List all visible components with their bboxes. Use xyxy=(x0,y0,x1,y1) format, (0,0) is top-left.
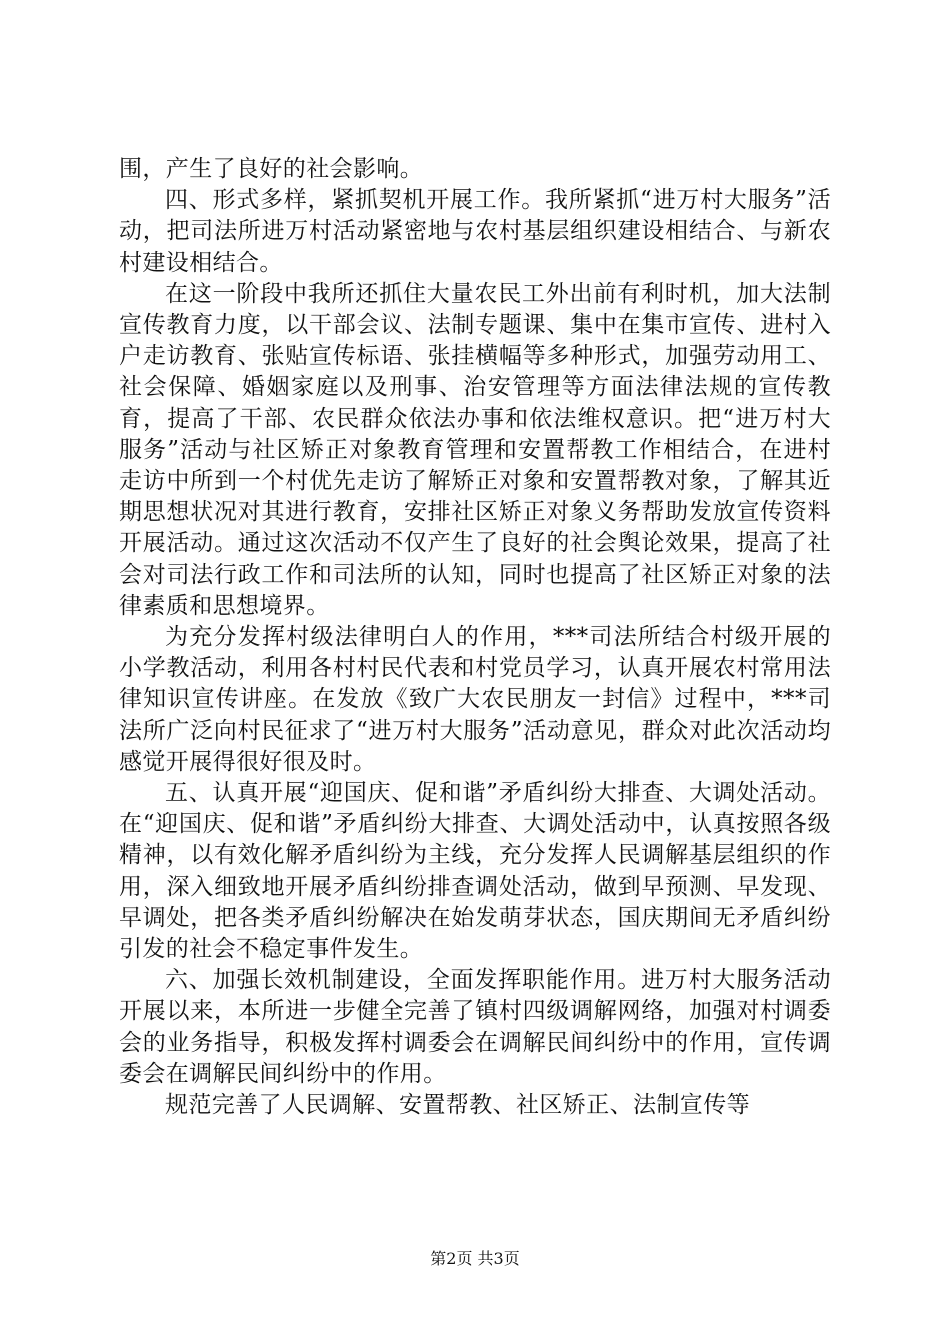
paragraph-section-four: 四、形式多样，紧抓契机开展工作。我所紧抓“进万村大服务”活动，把司法所进万村活动紧密地与农村基层组织建设相结合、与新农村建设相结合。 xyxy=(119,187,831,276)
paragraph-village-legal-lectures: 为充分发挥村级法律明白人的作用，***司法所结合村级开展的小学教活动，利用各村村民代表和村党员学习，认真开展农村常用法律知识宣传讲座。在发放《致广大农民朋友一封信》过程中，***司法所广泛向村民征求了“进万村大服务”活动意见，群众对此次活动均感觉开展得很好很及时。 xyxy=(119,624,831,775)
paragraph-section-five: 五、认真开展“迎国庆、促和谐”矛盾纠纷大排查、大调处活动。在“迎国庆、促和谐”矛盾纠纷大排查、大调处活动中，认真按照各级精神，以有效化解矛盾纠纷为主线，充分发挥人民调解基层组织的作用，深入细致地开展矛盾纠纷排查调处活动，做到早预测、早发现、早调处，把各类矛盾纠纷解决在始发萌芽状态，国庆期间无矛盾纠纷引发的社会不稳定事件发生。 xyxy=(119,780,831,963)
paragraph-continuation: 围，产生了良好的社会影响。 xyxy=(119,156,424,182)
page-number-footer: 第2页 共3页 xyxy=(430,1249,520,1268)
paragraph-legal-publicity: 在这一阶段中我所还抓住大量农民工外出前有利时机，加大法制宣传教育力度，以干部会议、法制专题课、集中在集市宣传、进村入户走访教育、张贴宣传标语、张挂横幅等多种形式，加强劳动用工、社会保障、婚姻家庭以及刑事、治安管理等方面法律法规的宣传教育，提高了干部、农民群众依法办事和依法维权意识。把“进万村大服务”活动与社区矫正对象教育管理和安置帮教工作相结合，在进村走访中所到一个村优先走访了解矫正对象和安置帮教对象，了解其近期思想状况对其进行教育，安排社区矫正对象义务帮助发放宣传资料开展活动。通过这次活动不仅产生了良好的社会舆论效果，提高了社会对司法行政工作和司法所的认知，同时也提高了社区矫正对象的法律素质和思想境界。 xyxy=(119,280,831,619)
document-body xyxy=(119,154,831,1121)
paragraph-trailing: 规范完善了人民调解、安置帮教、社区矫正、法制宣传等 xyxy=(165,1092,750,1119)
paragraph-section-six: 六、加强长效机制建设，全面发挥职能作用。进万村大服务活动开展以来，本所进一步健全完善了镇村四级调解网络，加强对村调委会的业务指导，积极发挥村调委会在调解民间纠纷中的作用，宣传调委会在调解民间纠纷中的作用。 xyxy=(119,967,831,1087)
